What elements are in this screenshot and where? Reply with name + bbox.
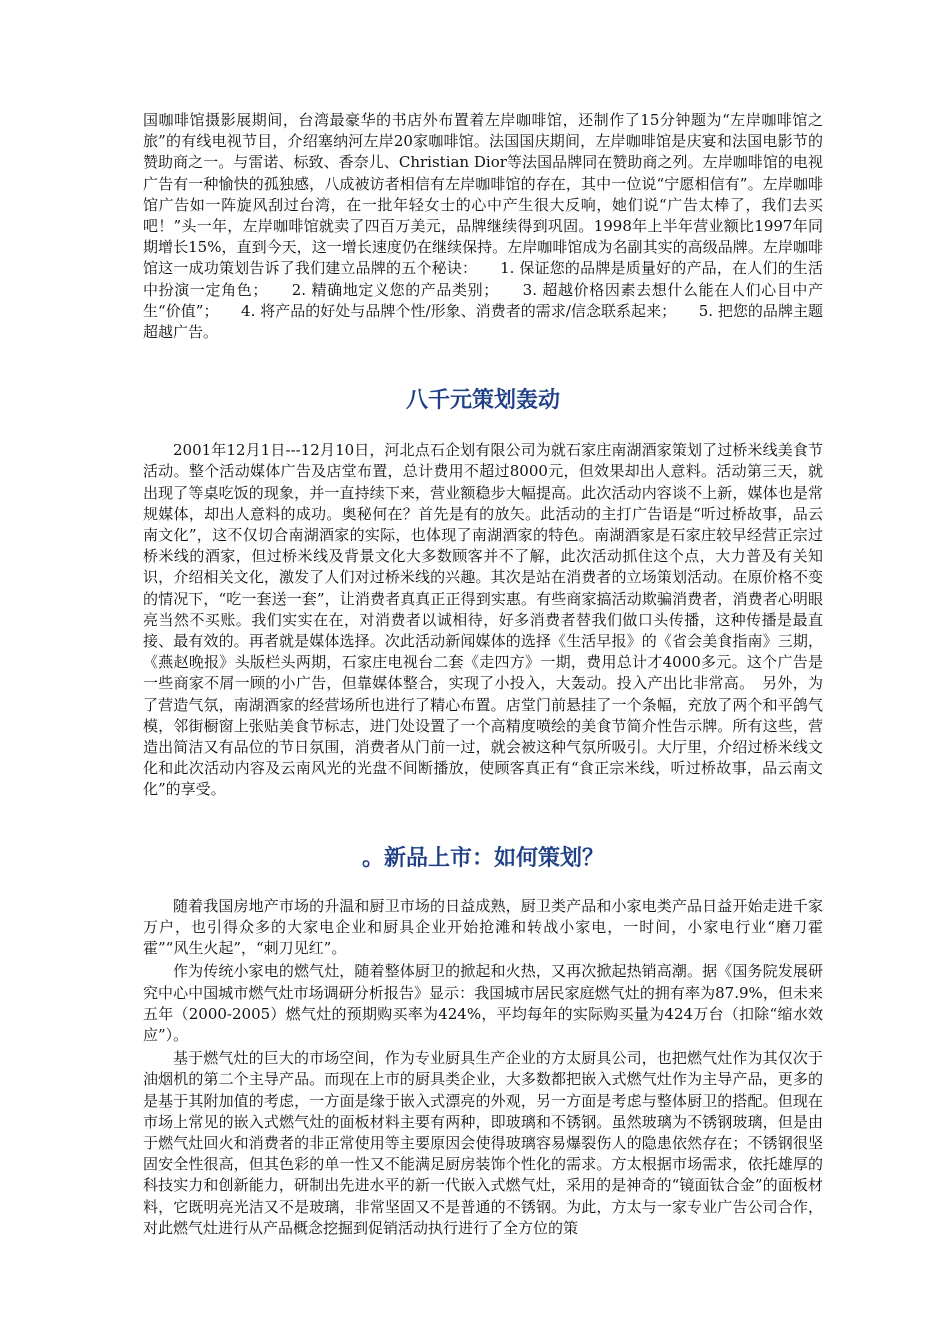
section2-paragraph-2: 作为传统小家电的燃气灶，随着整体厨卫的掀起和火热，又再次掀起热销高潮。据《国务院发展研究中心中国城市燃气灶市场调研分析报告》显示：我国城市居民家庭燃气灶的拥有率为87.9%，但未来五年（2000-2005）燃气灶的预期购买率为424%，平均每年的实际购买量为424万台（扣除“缩水效应”）。 — [143, 962, 823, 1044]
section-title-eight-thousand: 八千元策划轰动 — [405, 388, 560, 414]
section2-paragraph-3: 基于燃气灶的巨大的市场空间，作为专业厨具生产企业的方太厨具公司，也把燃气灶作为其仅次于油烟机的第二个主导产品。而现在上市的厨具类企业，大多数都把嵌入式燃气灶作为主导产品，更多的是基于其附加值的考虑，一方面是缘于嵌入式漂亮的外观，另一方面是考虑与整体厨卫的搭配。但现在市场上常见的嵌入式燃气灶的面板材料主要有两种，即玻璃和不锈钢。虽然玻璃为不锈钢玻璃，但是由于燃气灶回火和消费者的非正常使用等主要原因会使得玻璃容易爆裂伤人的隐患依然存在；不锈钢很坚固安全性很高，但其色彩的单一性又不能满足厨房装饰个性化的需求。方太根据市场需求，依托雄厚的科技实力和创新能力，研制出先进水平的新一代嵌入式燃气灶，采用的是神奇的“镜面钛合金”的面板材料，它既明亮光洁又不是玻璃，非常坚固又不是普通的不锈钢。为此，方太与一家专业广告公司合作，对此燃气灶进行从产品概念挖掘到促销活动执行进行了全方位的策 — [143, 1049, 823, 1237]
document-page — [143, 110, 823, 1239]
section2-paragraph-1: 随着我国房地产市场的升温和厨卫市场的日益成熟，厨卫类产品和小家电类产品日益开始走进千家万户，也引得众多的大家电企业和厨具企业开始抢滩和转战小家电，一时间，小家电行业“磨刀霍霍”“风生火起”，“刺刀见红”。 — [143, 896, 823, 958]
intro-paragraph: 国咖啡馆摄影展期间，台湾最豪华的书店外布置着左岸咖啡馆，还制作了15分钟题为“左岸咖啡馆之旅”的有线电视节目，介绍塞纳河左岸20家咖啡馆。法国国庆期间，左岸咖啡馆是庆宴和法国电影节的赞助商之一。与雷诺、标致、香奈儿、Christian Dior等法国品牌同在赞助商之列。左岸咖啡馆的电视广告有一种愉快的孤独感，八成被访者相信有左岸咖啡馆的存在，其中一位说“宁愿相信有”。左岸咖啡馆广告如一阵旋风刮过台湾，在一批年轻女士的心中产生很大反响，她们说“广告太棒了，我们去买吧！”头一年，左岸咖啡馆就卖了四百万美元，品牌继续得到巩固。1998年上半年营业额比1997年同期增长15%，直到今天，这一增长速度仍在继续保持。左岸咖啡馆成为名副其实的高级品牌。左岸咖啡馆这一成功策划告诉了我们建立品牌的五个秘诀： 1. 保证您的品牌是质量好的产品，在人们的生活中扮演一定角色； 2. 精确地定义您的产品类别； 3. 超越价格因素去想什么能在人们心目中产生“价值”； 4. 将产品的好处与品牌个性/形象、消费者的需求/信念联系起来； 5. 把您的品牌主题超越广告。 — [143, 111, 823, 342]
section-title-new-product: 。新品上市：如何策划？ — [361, 845, 604, 871]
section1-body: 2001年12月1日---12月10日，河北点石企划有限公司为就石家庄南湖酒家策划了过桥米线美食节活动。整个活动媒体广告及店堂布置，总计费用不超过8000元，但效果却出人意料。活动第三天，就出现了等桌吃饭的现象，并一直持续下来，营业额稳步大幅提高。此次活动内容谈不上新，媒体也是常规媒体，却出人意料的成功。奥秘何在？首先是有的放矢。此活动的主打广告语是“听过桥故事，品云南文化”，这不仅切合南湖酒家的实际，也体现了南湖酒家的特色。南湖酒家是石家庄较早经营正宗过桥米线的酒家，但过桥米线及背景文化大多数顾客并不了解，此次活动抓住这个点，大力普及有关知识，介绍相关文化，激发了人们对过桥米线的兴趣。其次是站在消费者的立场策划活动。在原价格不变的情况下，“吃一套送一套”，让消费者真真正正得到实惠。有些商家搞活动欺骗消费者，消费者心明眼亮当然不买账。我们实实在在，对消费者以诚相待，好多消费者替我们做口头传播，这种传播是最直接、最有效的。再者就是媒体选择。次此活动新闻媒体的选择《生活早报》的《省会美食指南》三期，《燕赵晚报》头版栏头两期，石家庄电视台二套《走四方》一期，费用总计才4000多元。这个广告是一些商家不屑一顾的小广告，但靠媒体整合，实现了小投入，大轰动。投入产出比非常高。 另外，为了营造气氛，南湖酒家的经营场所也进行了精心布置。店堂门前悬挂了一个条幅，充放了两个和平鸽气模，邻街橱窗上张贴美食节标志，进门处设置了一个高精度喷绘的美食节简介性告示牌。所有这些，营造出简洁又有品位的节日氛围，消费者从门前一过，就会被这种气氛所吸引。大厅里，介绍过桥米线文化和此次活动内容及云南风光的光盘不间断播放，使顾客真正有“食正宗米线，听过桥故事，品云南文化”的享受。 — [143, 441, 823, 799]
